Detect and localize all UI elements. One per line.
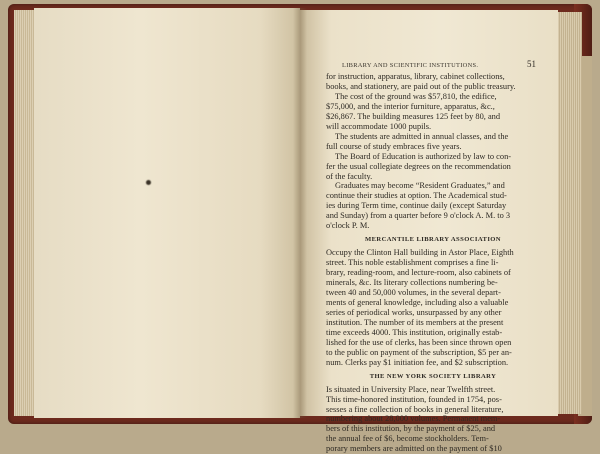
text-line: The cost of the ground was $57,810, the edifice, <box>335 91 497 101</box>
text-line: and Sunday) from a quarter before 9 o'clock A. M. to 3 <box>326 211 511 221</box>
text-line: Is situated in University Place, near Twelfth street. <box>326 384 496 394</box>
left-page-blank <box>34 8 300 418</box>
text-line: books, and stationery, are paid out of the public treasury. <box>326 81 516 91</box>
heading-new-york-society-library: THE NEW YORK SOCIETY LIBRARY <box>369 372 497 380</box>
text-line: num. Clerks pay $1 initiation fee, and $2 subscription. <box>326 357 509 367</box>
text-line: o'clock P. M. <box>326 221 370 231</box>
text-line: The Board of Education is authorized by law to con- <box>335 151 512 161</box>
text-line: brary, reading-room, and lecture-room, also cabinets of <box>326 268 511 278</box>
text-line: will accommodate 1000 pupils. <box>326 121 432 131</box>
text-line: full course of study embraces five years. <box>326 141 462 151</box>
text-line: series of periodical works, unsurpassed by any other <box>326 307 502 317</box>
right-page-edges <box>556 12 582 414</box>
text-line: Graduates may become “Resident Graduates,” and <box>335 181 505 191</box>
text-line: porary members are admitted on the payment of $10 <box>326 444 502 454</box>
paper-spot <box>146 180 151 185</box>
text-line: street. This noble establishment comprises a fine li- <box>326 258 499 268</box>
text-line: minerals, &c. Its literary collections numbering be- <box>326 278 498 288</box>
text-line: This time-honored institution, founded in 1754, pos- <box>326 394 502 404</box>
left-page-edges <box>14 10 36 416</box>
text-line: time exceeds 4000. This institution, originally estab- <box>326 327 503 337</box>
text-line: lished for the use of clerks, has been since thrown open <box>326 337 512 347</box>
paragraph-group-2 <box>326 248 540 367</box>
text-line: $75,000, and the interior furniture, apparatus, &c., <box>326 101 495 111</box>
paragraph-group-3 <box>326 385 540 454</box>
page-number: 51 <box>527 59 536 69</box>
text-line: tween 40 and 50,000 volumes, in the several depart- <box>326 288 501 298</box>
text-line: ments of general knowledge, including also a valuable <box>326 297 509 307</box>
heading-mercantile-library: MERCANTILE LIBRARY ASSOCIATION <box>365 236 501 244</box>
text-line: bers of this institution, by the payment of $25, and <box>326 424 496 434</box>
text-line: to the public on payment of the subscription, $5 per an- <box>326 347 512 357</box>
text-line: Occupy the Clinton Hall building in Astor Place, Eighth <box>326 248 514 258</box>
text-line: fer the usual collegiate degrees on the recommendation <box>326 161 511 171</box>
text-line: the annual fee of $6, become stockholders. Tem- <box>326 434 489 444</box>
page-text <box>326 72 540 454</box>
text-line: institution. The number of its members at the present <box>326 317 504 327</box>
text-line: of the faculty. <box>326 171 373 181</box>
text-line: for instruction, apparatus, library, cabinet collections, <box>326 72 505 81</box>
running-head: LIBRARY AND SCIENTIFIC INSTITUTIONS. <box>342 62 479 69</box>
text-line: continue their studies at option. The Academical stud- <box>326 191 507 201</box>
book-gutter <box>293 8 307 418</box>
text-line: $26,867. The building measures 125 feet by 80, and <box>326 111 501 121</box>
text-line: sesses a fine collection of books in general literature, <box>326 404 504 414</box>
text-line: The students are admitted in annual classes, and the <box>335 131 509 141</box>
paragraph-group-1 <box>326 72 540 231</box>
text-line: numbering about 28,000 volumes. Permanent mem- <box>326 414 501 424</box>
text-line: ies during Term time, continue daily (except Saturday <box>326 201 507 211</box>
